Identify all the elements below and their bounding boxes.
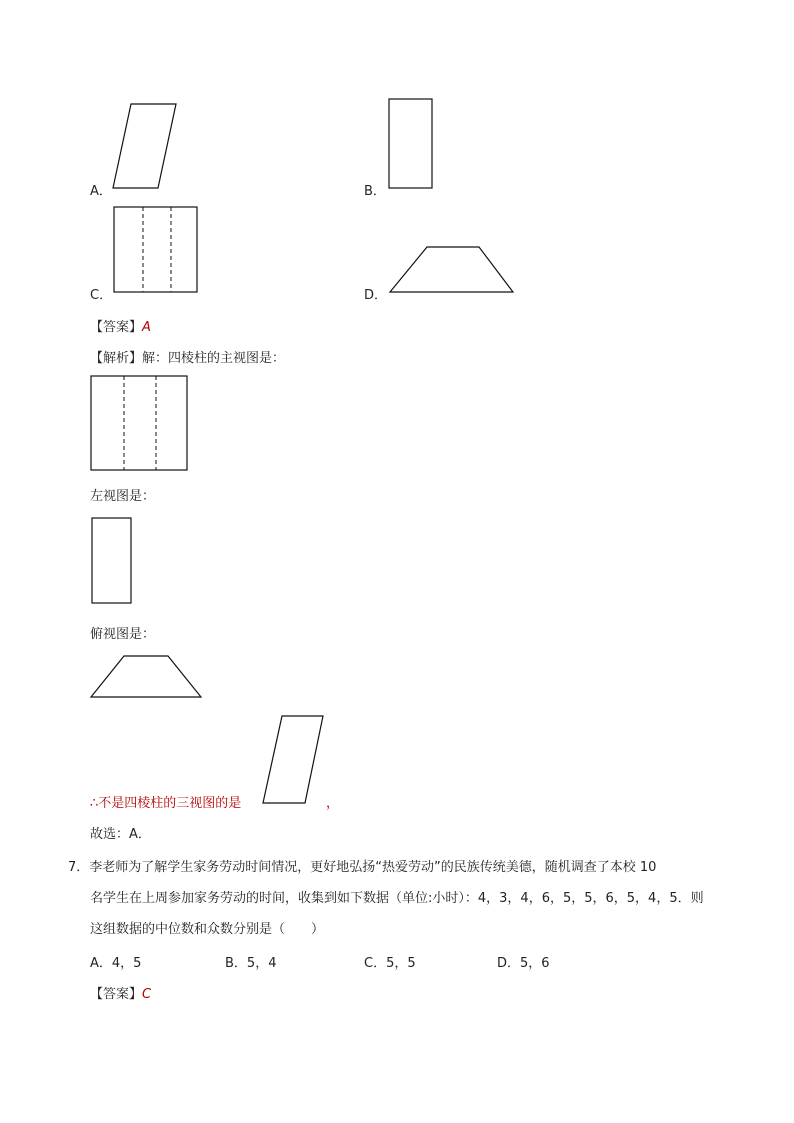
- analysis-tag: 【解析】: [90, 351, 143, 366]
- answer-value: C: [142, 987, 152, 1002]
- q7-option-b: B．5，4: [225, 956, 277, 971]
- q7-line-2: 名学生在上周参加家务劳动的时间，收集到如下数据（单位:小时）：4，3，4，6，5，5，6，5，4，5．则: [90, 891, 704, 906]
- q7-option-c: C．5，5: [364, 956, 416, 971]
- top-view-label: 俯视图是：: [90, 627, 156, 642]
- q7-option-d: D．5，6: [497, 956, 550, 971]
- option-a-label: A．: [90, 184, 112, 199]
- conclusion-comma: ，: [326, 796, 340, 811]
- option-b-label: B．: [364, 184, 386, 199]
- q7-line-1: 7．李老师为了解学生家务劳动时间情况，更好地弘扬“热爱劳动”的民族传统美德，随机调查了本校 10: [68, 860, 657, 875]
- answer-tag: 【答案】: [90, 987, 143, 1002]
- q7-line-3: 这组数据的中位数和众数分别是（ ）: [90, 922, 325, 937]
- answer-value: A: [142, 320, 151, 335]
- answer-tag: 【答案】: [90, 320, 143, 335]
- answer-7: [90, 983, 151, 1002]
- q7-option-a: A．4，5: [90, 956, 142, 971]
- choose-line: 故选：A．: [90, 827, 151, 842]
- left-view-label: 左视图是：: [90, 489, 156, 504]
- option-c-label: C．: [90, 288, 113, 303]
- analysis-text: 解：四棱柱的主视图是：: [142, 351, 286, 366]
- conclusion-text: ∴不是四棱柱的三视图的是: [90, 796, 242, 811]
- option-d-label: D．: [364, 288, 388, 303]
